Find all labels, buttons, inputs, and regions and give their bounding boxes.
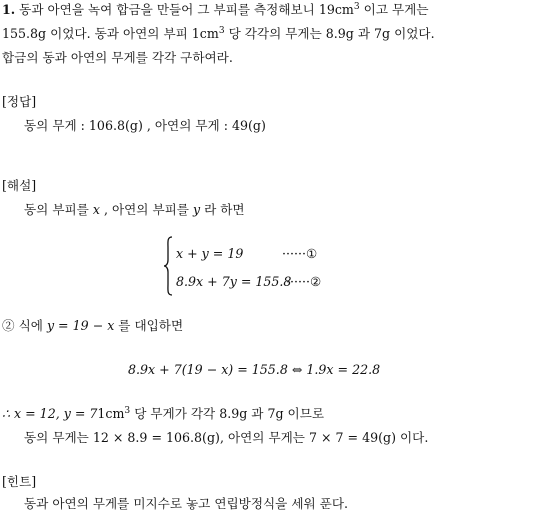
problem-text-1b: 이고 무게는	[359, 2, 429, 17]
derivation-equation	[128, 362, 380, 378]
variable-y: y	[192, 202, 201, 217]
equation-1-expr: x + y = 19	[176, 246, 244, 261]
solution-heading: [해설]	[2, 178, 37, 193]
intro-text-a: 동의 부피를	[24, 202, 93, 217]
solution-intro	[24, 202, 245, 218]
cubic-superscript: 3	[124, 405, 131, 416]
variable-x: x	[92, 202, 100, 217]
substitution-text-a: ② 식에	[2, 318, 47, 333]
problem-text-2b: 당 각각의 무게는 8.9g 과 7g 이었다.	[224, 26, 435, 41]
equation-2	[176, 274, 291, 290]
derivation-expr: 8.9x + 7(19 − x) = 155.8 ⇔ 1.9x = 22.8	[128, 362, 381, 377]
substitution-line	[2, 318, 183, 334]
conclusion-values: ∴ x = 12, y = 7	[2, 406, 98, 421]
conclusion-text: 당 무게가 각각 8.9g 과 7g 이므로	[130, 406, 325, 421]
cubic-superscript: 3	[218, 25, 225, 36]
equation-1	[176, 246, 243, 262]
substitution-equation: y = 19 − x	[46, 318, 115, 333]
problem-text-2a: 155.8g 이었다. 동과 아연의 부피 1cm	[2, 26, 219, 41]
problem-line-1	[2, 2, 429, 18]
problem-text-1a: 동과 아연을 녹여 합금을 만들어 그 부피를 측정해보니 19cm	[19, 2, 354, 17]
substitution-text-b: 를 대입하면	[114, 318, 184, 333]
hint-text: 동과 아연의 무게를 미지수로 놓고 연립방정식을 세워 푼다.	[24, 496, 348, 511]
intro-text-c: 라 하면	[200, 202, 245, 217]
final-answer-line: 동의 무게는 12 × 8.9 = 106.8(g), 아연의 무게는 7 × 7 = 49(g) 이다.	[24, 430, 429, 445]
answer-text: 동의 무게 : 106.8(g) , 아연의 무게 : 49(g)	[24, 118, 266, 133]
problem-line-2	[2, 26, 435, 42]
conclusion-unit: 1cm	[97, 406, 125, 421]
cubic-superscript: 3	[353, 1, 360, 12]
answer-heading: [정답]	[2, 94, 37, 109]
problem-number: 1.	[2, 2, 16, 17]
intro-text-b: , 아연의 부피를	[99, 202, 193, 217]
conclusion-line	[2, 406, 324, 422]
equation-2-expr: 8.9x + 7y = 155.8	[176, 274, 292, 289]
hint-heading: [힌트]	[2, 474, 37, 489]
system-brace	[163, 236, 173, 296]
equation-2-mark: ······②	[286, 274, 322, 289]
problem-line-3: 합금의 동과 아연의 무게를 각각 구하여라.	[2, 50, 233, 65]
equation-1-mark: ······①	[282, 246, 318, 261]
